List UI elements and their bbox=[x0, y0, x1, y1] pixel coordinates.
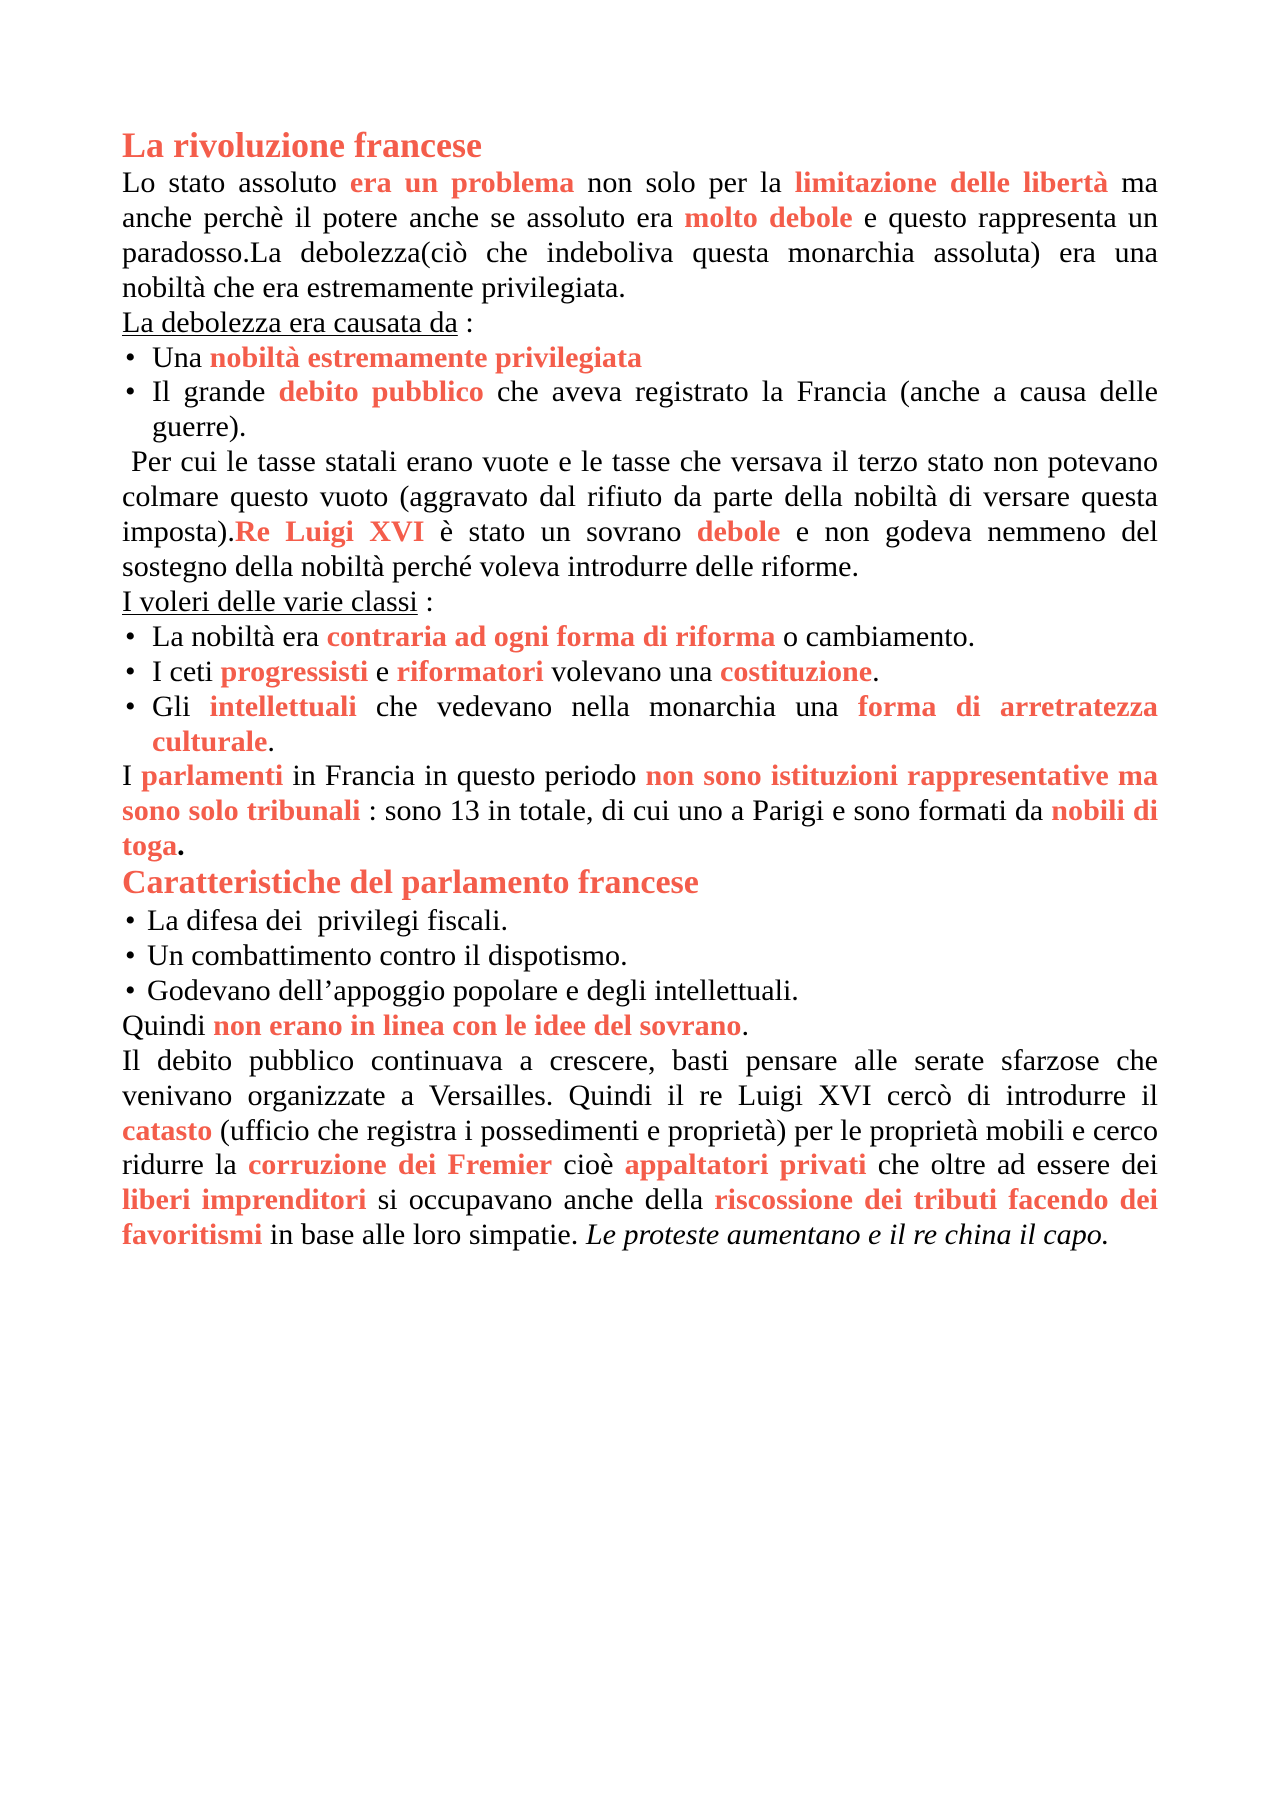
highlight-text: molto debole bbox=[684, 199, 853, 234]
body-text: . bbox=[177, 828, 185, 863]
body-text: volevano una bbox=[543, 653, 721, 688]
highlight-text: intellettuali bbox=[209, 688, 357, 723]
list-item bbox=[122, 340, 1158, 375]
body-text: che aveva registrato la Francia (anche a causa delle guerre). bbox=[152, 374, 1159, 444]
body-text: che vedevano nella monarchia una bbox=[356, 688, 858, 723]
body-text: e non godeva nemmeno del sostegno della nobiltà perché voleva introdurre delle riforme. bbox=[122, 514, 1158, 583]
section-heading-classes bbox=[122, 584, 1158, 619]
bullet-icon bbox=[125, 689, 136, 724]
features-list bbox=[122, 903, 1158, 1008]
body-text: Il grande bbox=[152, 374, 279, 409]
body-text: o cambiamento. bbox=[775, 618, 976, 653]
body-text: è stato un sovrano bbox=[424, 514, 697, 549]
weakness-list bbox=[122, 340, 1158, 445]
list-item bbox=[122, 973, 1158, 1008]
highlight-text: costituzione bbox=[720, 653, 873, 688]
body-text: Quindi bbox=[122, 1007, 214, 1042]
highlight-text: non erano in linea con le idee del sovrano bbox=[213, 1007, 742, 1042]
body-text: (ufficio che registra i possedimenti e proprietà) per le proprietà mobili e cerco ridurre la bbox=[122, 1112, 1158, 1182]
highlight-text: Re Luigi XVI bbox=[234, 514, 425, 549]
highlight-text: liberi imprenditori bbox=[122, 1182, 367, 1217]
highlight-text: progressisti bbox=[220, 653, 369, 688]
section-title-features: Caratteristiche del parlamento francese bbox=[122, 864, 699, 902]
body-text: che oltre ad essere dei bbox=[866, 1147, 1158, 1182]
body-text: Godevano dell’appoggio popolare e degli intellettuali. bbox=[147, 972, 799, 1007]
section-heading-text: La debolezza era causata da bbox=[122, 304, 458, 339]
bullet-icon bbox=[125, 654, 136, 689]
body-text: in Francia in questo periodo bbox=[283, 758, 646, 793]
bullet-icon bbox=[125, 938, 136, 973]
bullet-icon bbox=[125, 340, 136, 375]
parliaments-paragraph bbox=[122, 758, 1158, 863]
bullet-icon bbox=[125, 903, 136, 938]
body-text: : sono 13 in totale, di cui uno a Parigi e sono formati da bbox=[360, 793, 1052, 828]
section-heading-suffix: : bbox=[417, 583, 434, 618]
body-text: I bbox=[122, 758, 142, 793]
section-heading-suffix: : bbox=[457, 304, 474, 339]
section-heading-text: I voleri delle varie classi bbox=[122, 583, 418, 618]
highlight-text: nobili di toga bbox=[122, 793, 1158, 863]
highlight-text: riscossione dei tributi facendo dei favoritismi bbox=[122, 1182, 1158, 1252]
highlight-text: non sono istituzioni rappresentative ma sono solo tribunali bbox=[122, 758, 1158, 828]
debt-paragraph bbox=[122, 1043, 1158, 1252]
conclusion-paragraph bbox=[122, 1008, 1158, 1043]
highlight-text: nobiltà estremamente privilegiata bbox=[209, 339, 643, 374]
taxes-paragraph bbox=[122, 444, 1158, 584]
body-text: Lo stato assoluto bbox=[122, 165, 350, 199]
body-text: . bbox=[741, 1007, 749, 1042]
list-item bbox=[122, 938, 1158, 973]
body-text: e questo rappresenta un paradosso.La debolezza(ciò che indeboliva questa monarchia assoluta) era una nobiltà che era estremamente privilegiata. bbox=[122, 199, 1158, 304]
highlight-text: parlamenti bbox=[141, 758, 284, 793]
body-text: I ceti bbox=[152, 653, 221, 688]
list-item bbox=[122, 689, 1158, 759]
highlight-text: era un problema bbox=[349, 165, 575, 199]
body-text: in base alle loro simpatie. bbox=[262, 1217, 586, 1252]
highlight-text: debole bbox=[696, 514, 781, 549]
highlight-text: limitazione delle libertà bbox=[794, 165, 1109, 199]
list-item bbox=[122, 374, 1158, 444]
italic-text: Le proteste aumentano e il re china il capo. bbox=[585, 1217, 1110, 1252]
body-text: e bbox=[368, 653, 397, 688]
list-item bbox=[122, 619, 1158, 654]
body-text: ma anche perchè il potere anche se assoluto era bbox=[122, 165, 1158, 234]
page-title: La rivoluzione francese bbox=[122, 125, 482, 165]
body-text: si occupavano anche della bbox=[366, 1182, 715, 1217]
body-text: . bbox=[872, 653, 880, 688]
body-text: La difesa dei privilegi fiscali. bbox=[147, 903, 508, 938]
highlight-text: debito pubblico bbox=[278, 374, 484, 409]
list-item bbox=[122, 654, 1158, 689]
body-text: cioè bbox=[552, 1147, 625, 1182]
highlight-text: corruzione dei Fremier bbox=[247, 1147, 553, 1182]
body-text: non solo per la bbox=[574, 165, 795, 199]
highlight-text: contraria ad ogni forma di riforma bbox=[326, 618, 776, 653]
highlight-text: riformatori bbox=[396, 653, 544, 688]
body-text: Una bbox=[152, 339, 210, 374]
document-body bbox=[122, 125, 1158, 1252]
bullet-icon bbox=[125, 374, 136, 409]
section-heading-weakness bbox=[122, 305, 1158, 340]
body-text: . bbox=[267, 723, 275, 758]
body-text: Gli bbox=[152, 688, 210, 723]
highlight-text: catasto bbox=[122, 1112, 213, 1147]
bullet-icon bbox=[125, 973, 136, 1008]
body-text: Un combattimento contro il dispotismo. bbox=[147, 938, 628, 973]
highlight-text: appaltatori privati bbox=[624, 1147, 867, 1182]
classes-list bbox=[122, 619, 1158, 759]
list-item bbox=[122, 903, 1158, 938]
body-text: Per cui le tasse statali erano vuote e le tasse che versava il terzo stato non potevano colmare questo vuoto (aggravato dal rifiuto da parte della nobiltà di versare questa imposta). bbox=[122, 444, 1158, 549]
bullet-icon bbox=[125, 619, 136, 654]
intro-paragraph bbox=[122, 165, 1158, 305]
body-text: La nobiltà era bbox=[152, 618, 327, 653]
body-text: Il debito pubblico continuava a crescere, basti pensare alle serate sfarzose che venivano organizzate a Versailles. Quindi il re Luigi XVI cercò di introdurre il bbox=[122, 1042, 1158, 1112]
highlight-text: forma di arretratezza culturale bbox=[152, 688, 1158, 758]
